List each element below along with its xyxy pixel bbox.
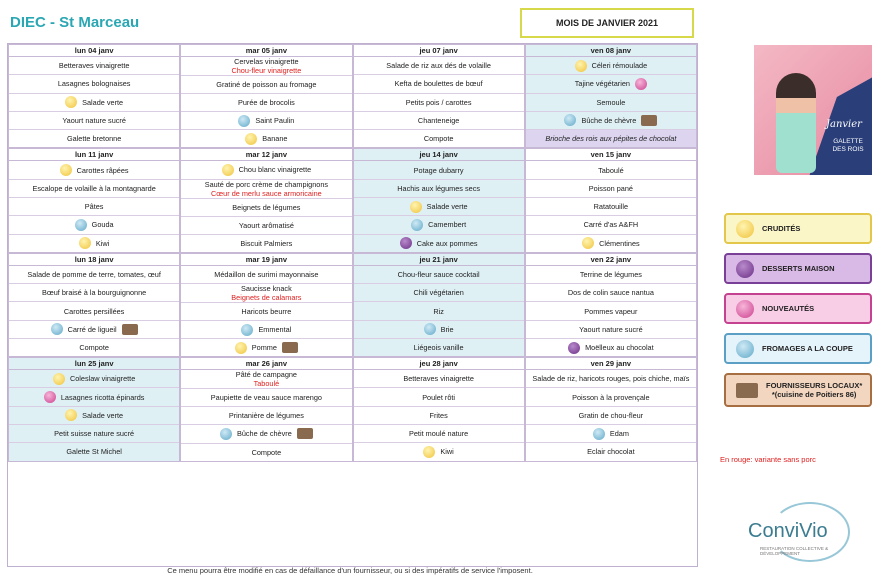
menu-item-label: Betteraves vinaigrette [403,374,474,384]
menu-item-label: Pâté de campagne [235,370,297,380]
menu-item [526,370,696,388]
menu-item-label: Riz [433,306,444,316]
menu-item-label: Salade de riz, haricots rouges, pois chiche, maïs [532,374,690,384]
menu-item [181,370,351,389]
menu-item [354,266,524,284]
menu-item [181,161,351,179]
menu-item [526,180,696,198]
day-cell [180,148,352,252]
menu-item [9,388,179,406]
menu-item-label: Gratiné de poisson au fromage [216,80,317,90]
menu-item-label: Lasagnes ricotta épinards [60,392,145,402]
menu-item [9,94,179,112]
menu-item-label: Escalope de volaille à la montagnarde [32,183,156,193]
day-header: lun 18 janv [9,254,179,266]
day-cell [8,44,180,148]
menu-item [9,370,179,388]
legend-crudites [724,213,872,244]
cheese-icon [736,340,754,358]
menu-item [181,284,351,303]
menu-item [526,235,696,252]
menu-item-label: Bûche de chèvre [236,429,292,439]
menu-item-label: Emmental [258,325,292,335]
menu-item-label: Saint Paulin [255,116,295,126]
menu-item [354,425,524,443]
menu-item-label: Compote [423,134,454,144]
menu-item-label: Cervelas vinaigrette [234,57,299,66]
day-cell [525,148,697,252]
menu-item [354,321,524,339]
menu-item [526,321,696,339]
day-header: mar 19 janv [181,254,351,266]
day-cell [525,357,697,461]
menu-item-label: Clémentines [599,238,640,248]
menu-item [181,180,351,199]
menu-item [526,266,696,284]
menu-item-label: Poulet rôti [422,392,456,402]
day-header: jeu 07 janv [354,45,524,57]
menu-item-label: Yaourt arômatisé [238,220,294,230]
nouveau-icon [44,391,56,403]
menu-item [526,57,696,75]
menu-item-label: Lasagnes bolognaises [57,79,131,89]
menu-item-label: Gouda [91,220,114,230]
menu-item [526,130,696,147]
menu-item [526,339,696,356]
legend-label: FOURNISSEURS LOCAUX* [766,381,863,390]
menu-item [9,302,179,320]
menu-item [526,425,696,443]
day-cell [180,44,352,148]
menu-item-label: Salade verte [82,410,124,420]
menu-item [181,94,351,112]
menu-item-label: Sauté de porc crème de champignons [204,179,329,189]
menu-item [9,198,179,216]
menu-item [181,444,351,461]
crudites-icon [410,201,422,213]
crudites-icon [235,342,247,354]
person-illustration [776,73,816,173]
day-header: ven 22 janv [526,254,696,266]
menu-item [181,339,351,356]
menu-item-label: Cake aux pommes [416,238,478,248]
crudites-icon [222,164,234,176]
menu-item-label: Compote [251,447,282,457]
menu-item-label: Salade de riz aux dés de volaille [386,61,491,71]
day-header: mar 26 janv [181,358,351,370]
menu-item [9,235,179,252]
menu-item-label: Semoule [596,97,626,107]
menu-item [354,339,524,356]
menu-item-label: Galette St Michel [66,447,122,457]
fromage-icon [241,324,253,336]
menu-item [181,217,351,235]
convivio-logo [748,500,866,564]
menu-item [181,235,351,252]
menu-item-pork-free-variant: Taboulé [253,379,280,389]
menu-item [354,370,524,388]
pork-variant-note: En rouge: variante sans porc [720,455,816,464]
menu-item-label: Eclair chocolat [587,447,635,457]
menu-item [9,130,179,147]
crudites-icon [65,96,77,108]
menu-item [181,57,351,76]
menu-item-label: Terrine de légumes [579,269,642,279]
menu-item [9,425,179,443]
menu-item-label: Bœuf braisé à la bourguignonne [41,288,147,298]
menu-item [9,180,179,198]
menu-item [181,76,351,94]
menu-grid [7,43,698,567]
menu-item-label: Salade de pomme de terre, tomates, œuf [27,269,161,279]
menu-item [9,266,179,284]
day-header: mar 05 janv [181,45,351,57]
menu-item [354,130,524,147]
legend-label: DESSERTS MAISON [762,264,835,273]
menu-item [181,130,351,147]
day-cell [525,253,697,357]
menu-item [354,198,524,216]
legend-fournisseurs [724,373,872,407]
menu-item-label: Compote [79,343,109,353]
menu-item-label: Kefta de boulettes de bœuf [394,79,483,89]
dessert-icon [568,342,580,354]
menu-item-label: Haricots beurre [241,306,292,316]
menu-item-label: Printanière de légumes [228,411,304,421]
menu-item [181,425,351,443]
menu-item-label: Carottes persillées [63,306,125,316]
local-icon [282,342,298,353]
menu-item-label: Chili végétarien [413,288,464,298]
menu-item-label: Céleri rémoulade [591,61,648,71]
menu-item [526,198,696,216]
menu-item-label: Paupiette de veau sauce marengo [210,393,322,403]
footer-note: Ce menu pourra être modifié en cas de défaillance d'un fournisseur, ou si des impératifs de service l'imposent. [167,566,533,575]
menu-item-label: Liégeois vanille [413,343,464,353]
crudites-icon [423,446,435,458]
menu-item [354,443,524,460]
menu-item-label: Carré d'as A&FH [583,220,639,230]
day-header: lun 04 janv [9,45,179,57]
day-header: lun 11 janv [9,149,179,161]
dessert-icon [400,237,412,249]
menu-item-pork-free-variant: Cœur de merlu sauce armoricaine [211,188,322,198]
menu-item-label: Pâtes [84,202,104,212]
fromage-icon [411,219,423,231]
crudites-icon [60,164,72,176]
menu-item [354,302,524,320]
fromage-icon [220,428,232,440]
menu-item [9,161,179,179]
legend-nouveautes [724,293,872,324]
menu-item-label: Purée de brocolis [237,98,295,108]
crudites-icon [79,237,91,249]
dessert-icon [736,260,754,278]
menu-item [181,407,351,425]
menu-item [181,389,351,407]
menu-item-label: Banane [262,134,288,144]
menu-item-label: Chou blanc vinaigrette [238,165,312,175]
menu-item [354,57,524,75]
menu-item [526,112,696,130]
legend-label: CRUDITÉS [762,224,801,233]
nouveau-icon [635,78,647,90]
menu-item-label: Kiwi [95,238,110,248]
logo-name: ConviVio [748,520,828,542]
menu-item-label: Gratin de chou-fleur [578,410,644,420]
menu-item-label: Carottes râpées [76,165,129,175]
menu-item [526,161,696,179]
menu-item [9,57,179,75]
menu-item [181,199,351,217]
day-cell [8,253,180,357]
day-header: lun 25 janv [9,358,179,370]
day-header: jeu 28 janv [354,358,524,370]
menu-item-label: Saucisse knack [241,283,292,293]
menu-item [354,407,524,425]
fromage-icon [51,323,63,335]
menu-item-label: Salade verte [82,97,124,107]
star-icon [736,300,754,318]
tractor-icon [736,383,758,398]
day-header: mar 12 janv [181,149,351,161]
menu-item-label: Brioche des rois aux pépites de chocolat [545,134,677,144]
menu-item [354,94,524,112]
menu-item-label: Poisson à la provençale [572,392,650,402]
menu-item-pork-free-variant: Chou-fleur vinaigrette [231,66,302,75]
menu-item-label: Petits pois / carottes [405,97,472,107]
galette-promo-image [754,45,872,175]
menu-item-label: Yaourt nature sucré [579,324,643,334]
menu-item [9,216,179,234]
menu-item [9,284,179,302]
day-header: jeu 21 janv [354,254,524,266]
menu-item [354,216,524,234]
crudites-icon [582,237,594,249]
menu-item-label: Salade verte [426,202,468,212]
menu-item [9,407,179,425]
day-header: ven 08 janv [526,45,696,57]
menu-item [354,235,524,252]
legend-fromages [724,333,872,364]
menu-item-label: Camembert [428,220,467,230]
crudites-icon [245,133,257,145]
menu-item-label: Médaillon de surimi mayonnaise [214,269,319,279]
menu-item [354,388,524,406]
menu-item [526,75,696,93]
menu-item-label: Edam [609,429,629,439]
day-cell [353,44,525,148]
menu-item [526,284,696,302]
menu-item-label: Galette bretonne [66,134,122,144]
local-icon [641,115,657,126]
menu-item [9,112,179,130]
menu-item-label: Pommes vapeur [584,306,638,316]
menu-item-label: Frites [429,410,448,420]
menu-item [9,75,179,93]
menu-item-label: Bûche de chèvre [581,115,637,125]
menu-item-label: Taboulé [598,165,624,175]
legend-label: NOUVEAUTÉS [762,304,815,313]
menu-item-label: Biscuit Palmiers [240,238,293,248]
menu-item-label: Betteraves vinaigrette [58,61,130,71]
menu-item [181,112,351,130]
menu-item-label: Chou-fleur sauce cocktail [397,269,480,279]
menu-item [354,284,524,302]
menu-item-label: Chanteneige [417,115,460,125]
day-cell [353,148,525,252]
menu-item [181,266,351,284]
menu-item-label: Petit suisse nature sucré [54,429,135,439]
crudites-icon [65,409,77,421]
promo-month: Janvier [826,119,862,130]
menu-item [526,94,696,112]
day-header: ven 15 janv [526,149,696,161]
menu-item [526,407,696,425]
page-title: DIEC - St Marceau [10,14,140,31]
menu-item-label: Yaourt nature sucré [62,115,126,125]
day-cell [8,357,180,461]
day-cell [525,44,697,148]
logo-tagline: RESTAURATION COLLECTIVE & DÉVELOPPEMENT [760,546,829,556]
crudites-icon [53,373,65,385]
day-cell [180,357,352,461]
local-icon [297,428,313,439]
menu-item-label: Kiwi [440,447,454,457]
menu-item [526,216,696,234]
local-icon [122,324,138,335]
legend-label: FROMAGES A LA COUPE [762,344,853,353]
menu-item-label: Petit moulé nature [409,429,469,439]
crudites-icon [575,60,587,72]
fromage-icon [75,219,87,231]
menu-item-label: Potage dubarry [413,165,464,175]
menu-item [9,443,179,460]
menu-item [526,388,696,406]
menu-item [526,443,696,460]
menu-item [181,321,351,339]
menu-item [354,161,524,179]
legend-desserts [724,253,872,284]
menu-item [354,180,524,198]
menu-item-label: Ratatouille [593,202,629,212]
menu-item [181,303,351,321]
menu-item-label: Dos de colin sauce nantua [567,288,654,298]
menu-item-label: Tajine végétarien [574,79,630,89]
month-label: MOIS DE JANVIER 2021 [520,8,694,38]
day-cell [353,253,525,357]
menu-item-label: Poisson pané [588,183,633,193]
fromage-icon [238,115,250,127]
menu-item-label: Carré de ligueil [67,324,117,334]
day-cell [353,357,525,461]
menu-item [9,339,179,356]
menu-item-label: Pomme [251,343,277,353]
fromage-icon [564,114,576,126]
menu-item [354,75,524,93]
day-header: ven 29 janv [526,358,696,370]
menu-item-label: Hachis aux légumes secs [397,183,480,193]
day-header: jeu 14 janv [354,149,524,161]
menu-item [526,302,696,320]
day-cell [180,253,352,357]
promo-title: GALETTE DES ROIS [832,138,864,153]
day-cell [8,148,180,252]
menu-item-label: Brie [440,324,454,334]
menu-item-label: Beignets de légumes [232,202,301,212]
menu-item [354,112,524,130]
menu-item [9,321,179,339]
fromage-icon [593,428,605,440]
menu-item-pork-free-variant: Beignets de calamars [231,292,302,302]
fromage-icon [424,323,436,335]
legend-sublabel: *(cuisine de Poitiers 86) [771,390,857,399]
crudites-icon [736,220,754,238]
menu-item-label: Coleslaw vinaigrette [69,374,136,384]
menu-item-label: Moëlleux au chocolat [585,343,654,353]
